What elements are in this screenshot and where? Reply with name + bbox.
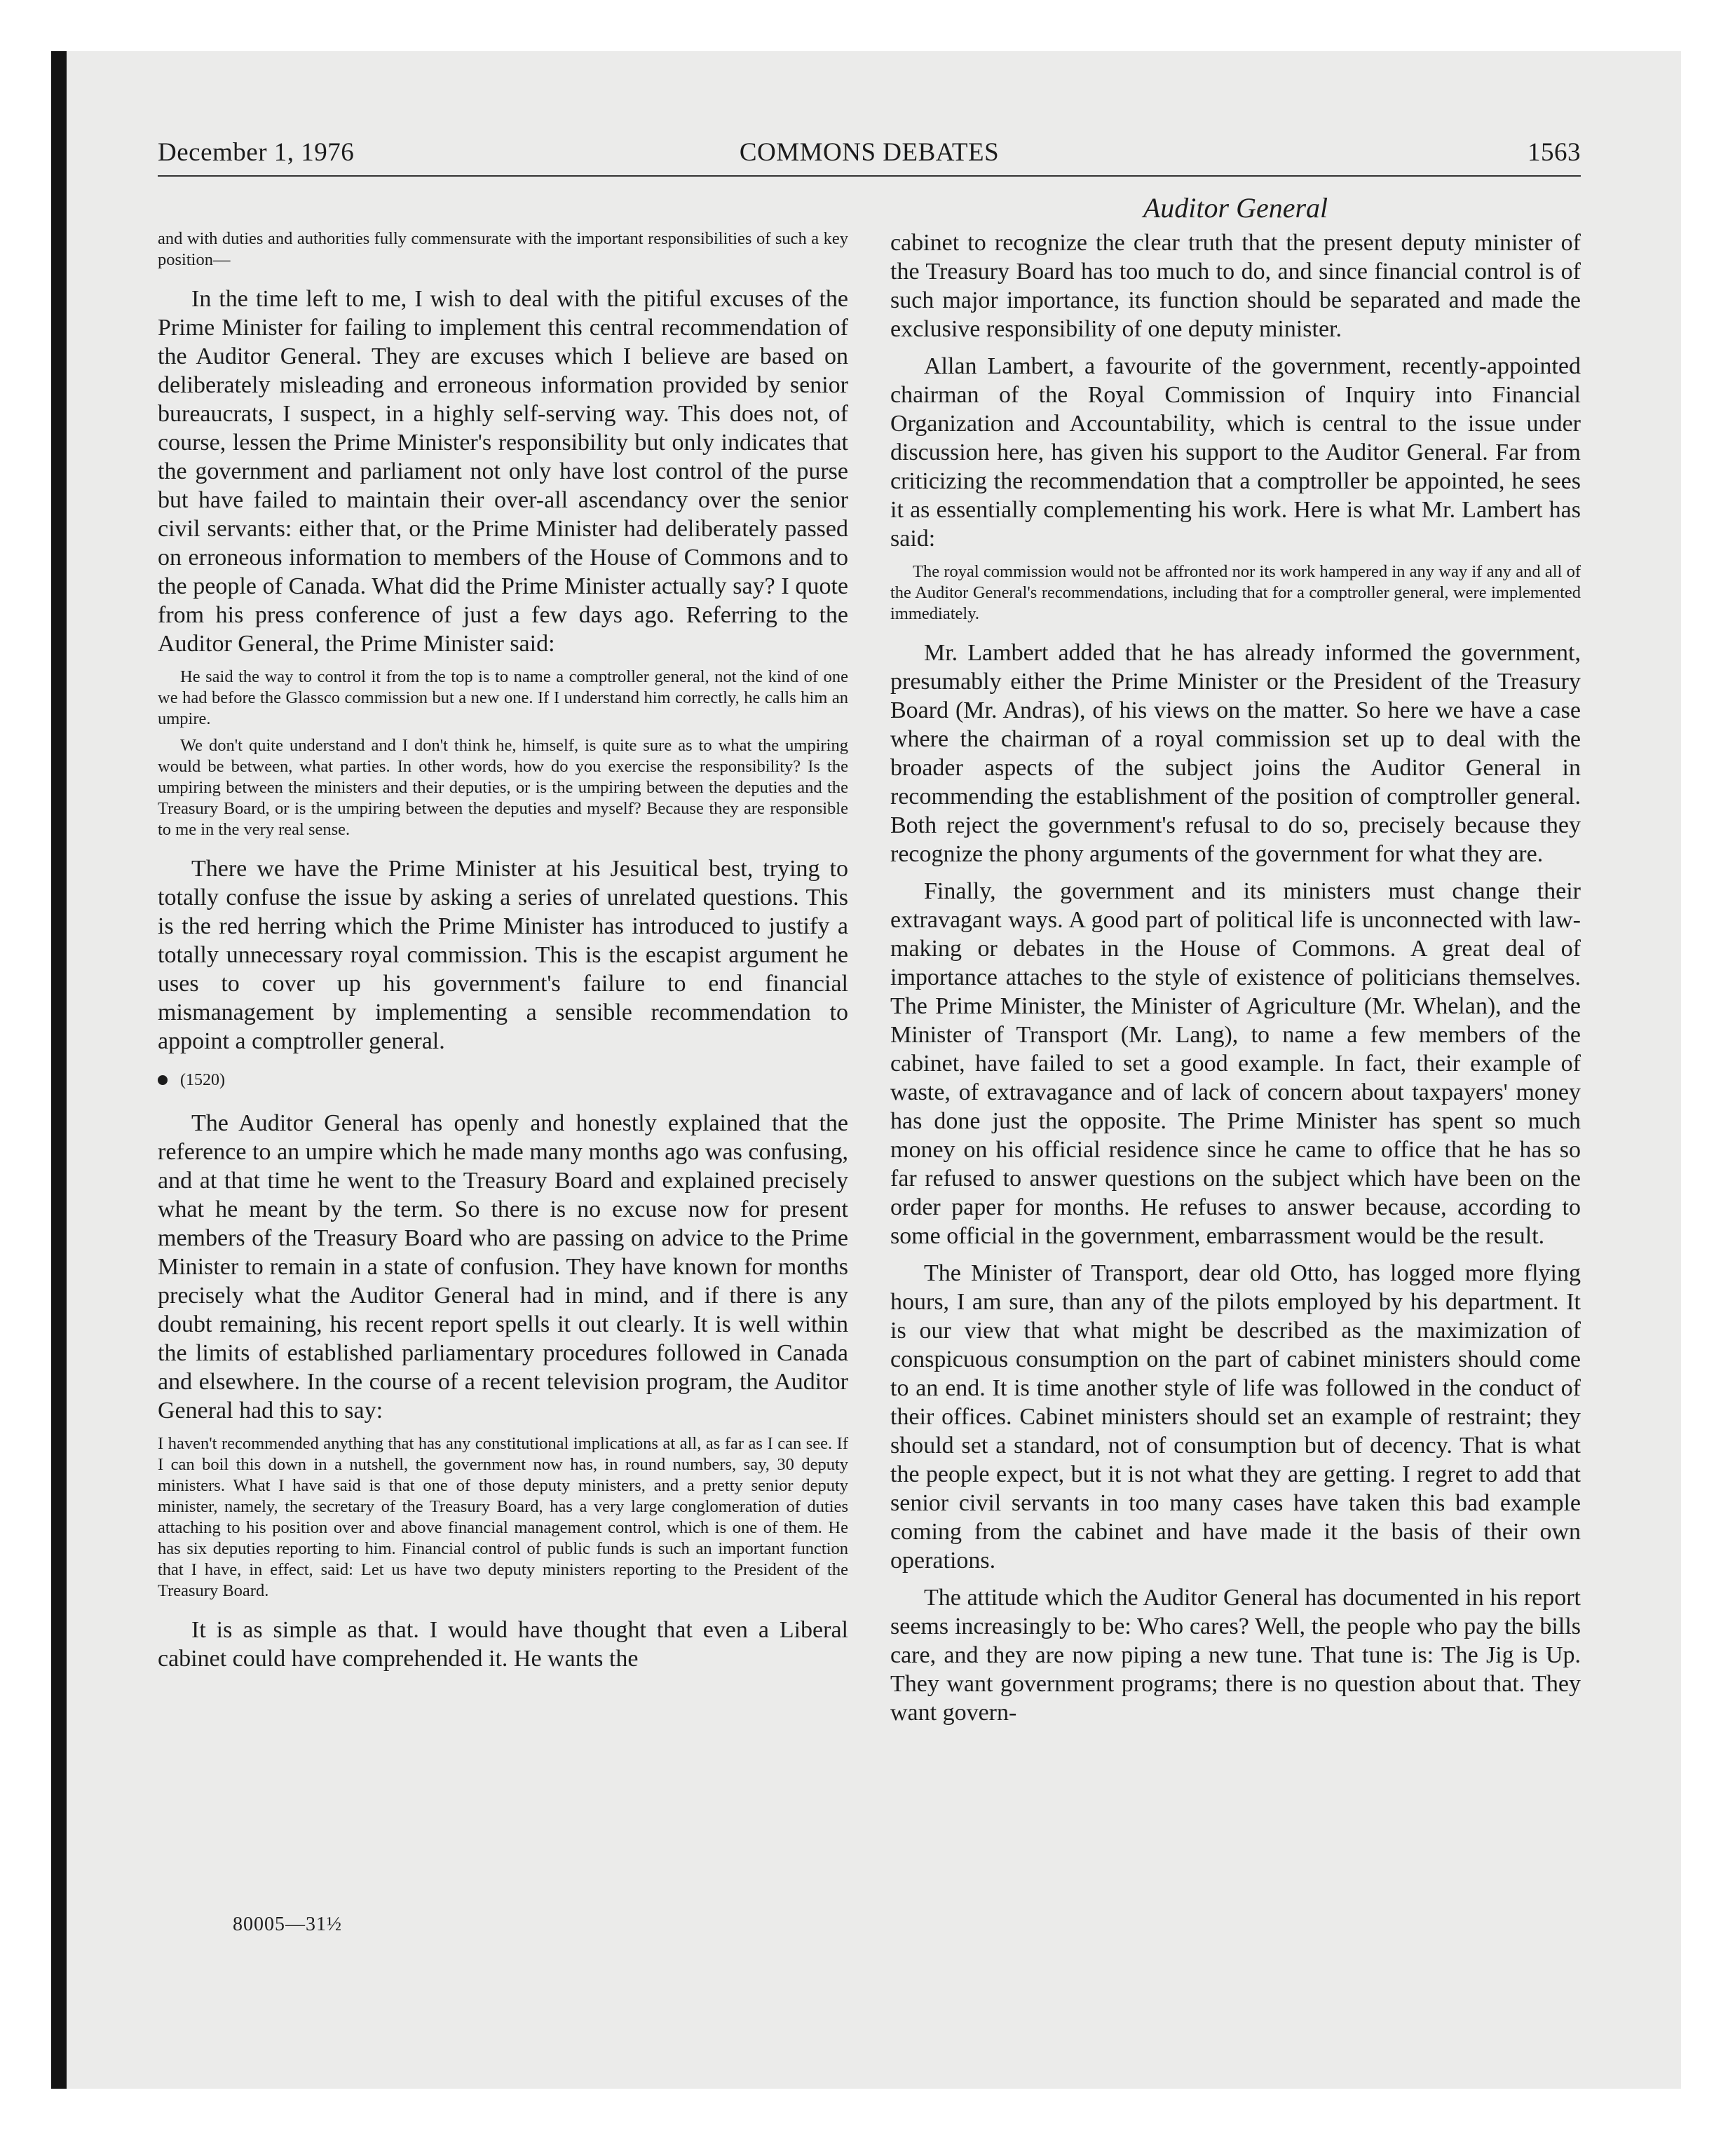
time-marker xyxy=(158,1070,848,1091)
footer-code: 80005—31½ xyxy=(233,1913,342,1935)
header-title: COMMONS DEBATES xyxy=(739,138,1000,167)
paragraph: The Minister of Transport, dear old Otto, has logged more flying hours, I am sure, than any of the pilots employed by his department. It is our view that what might be described as the maximization of conspicuous consumption on the part of cabinet ministers should come to an end. It is time another style of life was followed in the conduct of their offices. Cabinet ministers should set an example of restraint; they should set a standard, not of consumption but of decency. That is what the people expect, but it is not what they are getting. I regret to add that senior civil servants in too many cases have taken this bad example coming from the cabinet and have made it the basis of their own operations. xyxy=(890,1260,1581,1574)
paragraph: There we have the Prime Minister at his Jesuitical best, trying to totally confuse the issue by asking a series of unrelated questions. This is the red herring which the Prime Minister has introduced to justify a totally unnecessary royal commission. This is the escapist argument he uses to cover up his government's failure to end financial mismanagement by implementing a sensible recommendation to appoint a comptroller general. xyxy=(158,856,848,1054)
header-date: December 1, 1976 xyxy=(158,138,355,167)
block-quote: He said the way to control it from the top is to name a comptroller general, not the kind of one we had before the Glassco commission but a new one. If I understand him correctly, he calls him an umpire. xyxy=(158,667,848,728)
block-quote: The royal commission would not be affronted nor its work hampered in any way if any and all of the Auditor General's recommendations, including that for a comptroller general, were implemented immediately. xyxy=(890,562,1581,623)
paragraph: cabinet to recognize the clear truth that the present deputy minister of the Treasury Board has too much to do, and since financial control is of such major importance, its function should be separated and made the exclusive responsibility of one deputy minister. xyxy=(890,230,1581,342)
paragraph: In the time left to me, I wish to deal with the pitiful excuses of the Prime Minister for failing to implement this central recommendation of the Auditor General. They are excuses which I believe are based on deliberately misleading and erroneous information provided by senior bureaucrats, I suspect, in a highly self-serving way. This does not, of course, lessen the Prime Minister's responsibility but only indicates that the government and parliament not only have lost control of the purse but have failed to maintain their over-all ascendancy over the senior civil servants: either that, or the Prime Minister had deliberately passed on erroneous information to members of the House of Commons and to the people of Canada. What did the Prime Minister actually say? I quote from his press conference of just a few days ago. Referring to the Auditor General, the Prime Minister said: xyxy=(158,286,848,657)
paragraph: It is as simple as that. I would have thought that even a Liberal cabinet could have comprehended it. He wants the xyxy=(158,1617,848,1672)
left-column xyxy=(158,228,848,1681)
paragraph: Finally, the government and its ministers must change their extravagant ways. A good part of political life is unconnected with law-making or debates in the House of Commons. A great deal of importance attaches to the style of existence of politicians themselves. The Prime Minister, the Minister of Agriculture (Mr. Whelan), and the Minister of Transport (Mr. Lang), to name a few members of the cabinet, have failed to set a good example. In fact, their example of waste, of extravagance and of lack of concern about taxpayers' money has done just the opposite. The Prime Minister has spent so much money on his official residence since he came to office that he has so far refused to answer questions on the subject which have been on the order paper for months. He refuses to answer because, according to some official in the government, embarrassment would be the result. xyxy=(890,878,1581,1249)
section-title: Auditor General xyxy=(1143,192,1328,224)
quote-continuation: and with duties and authorities fully commensurate with the important responsibilities of such a key position— xyxy=(158,229,848,269)
paragraph: The Auditor General has openly and honestly explained that the reference to an umpire which he made many months ago was confusing, and at that time he went to the Treasury Board and explained precisely what he meant by the term. So there is no excuse now for present members of the Treasury Board who are passing on advice to the Prime Minister to remain in a state of confusion. They have known for months precisely what the Auditor General had in mind, and if there is any doubt remaining, his recent report spells it out clearly. It is well within the limits of established parliamentary procedures followed in Canada and elsewhere. In the course of a recent television program, the Auditor General had this to say: xyxy=(158,1110,848,1424)
header-page-number: 1563 xyxy=(1528,138,1581,167)
paragraph: The attitude which the Auditor General has documented in his report seems increasingly to be: Who cares? Well, the people who pay the bills care, and they are now piping a new tune. That tune is: The Jig is Up. They want government programs; there is no question about that. They want govern- xyxy=(890,1585,1581,1726)
scan-edge-bar xyxy=(51,51,67,2089)
right-column xyxy=(890,228,1581,1735)
paragraph: Mr. Lambert added that he has already informed the government, presumably either the Prime Minister or the President of the Treasury Board (Mr. Andras), of his views on the matter. So here we have a case where the chairman of a royal commission set up to deal with the broader aspects of the subject joins the Auditor General in recommending the establishment of the position of comptroller general. Both reject the government's refusal to do so, precisely because they recognize the phony arguments of the government for what they are. xyxy=(890,640,1581,867)
block-quote: I haven't recommended anything that has any constitutional implications at all, as far as I can see. If I can boil this down in a nutshell, the government now has, in round numbers, say, 30 deputy ministers. What I have said is that one of those deputy ministers, and a pretty senior deputy minister, namely, the secretary of the Treasury Board, has a very large conglomeration of duties attaching to his position over and above financial management control, which is one of them. He has six deputies reporting to him. Financial control of public funds is such an important function that I have, in effect, said: Let us have two deputy ministers reporting to the President of the Treasury Board. xyxy=(158,1434,848,1600)
time-marker-text: (1520) xyxy=(180,1071,225,1089)
running-header xyxy=(158,137,1581,177)
bullet-icon xyxy=(158,1075,168,1085)
block-quote: We don't quite understand and I don't think he, himself, is quite sure as to what the umpiring would be between, what parties. In other words, how do you exercise the responsibility? Is the umpiring between the ministers and their deputies, or is the umpiring between the deputies and the Treasury Board, or is the umpiring between the deputies and myself? Because they are responsible to me in the very real sense. xyxy=(158,736,848,839)
paragraph: Allan Lambert, a favourite of the government, recently-appointed chairman of the Royal Commission of Inquiry into Financial Organization and Accountability, which is central to the issue under discussion here, has given his support to the Auditor General. Far from criticizing the recommendation that a comptroller be appointed, he sees it as essentially complementing his work. Here is what Mr. Lambert has said: xyxy=(890,353,1581,552)
